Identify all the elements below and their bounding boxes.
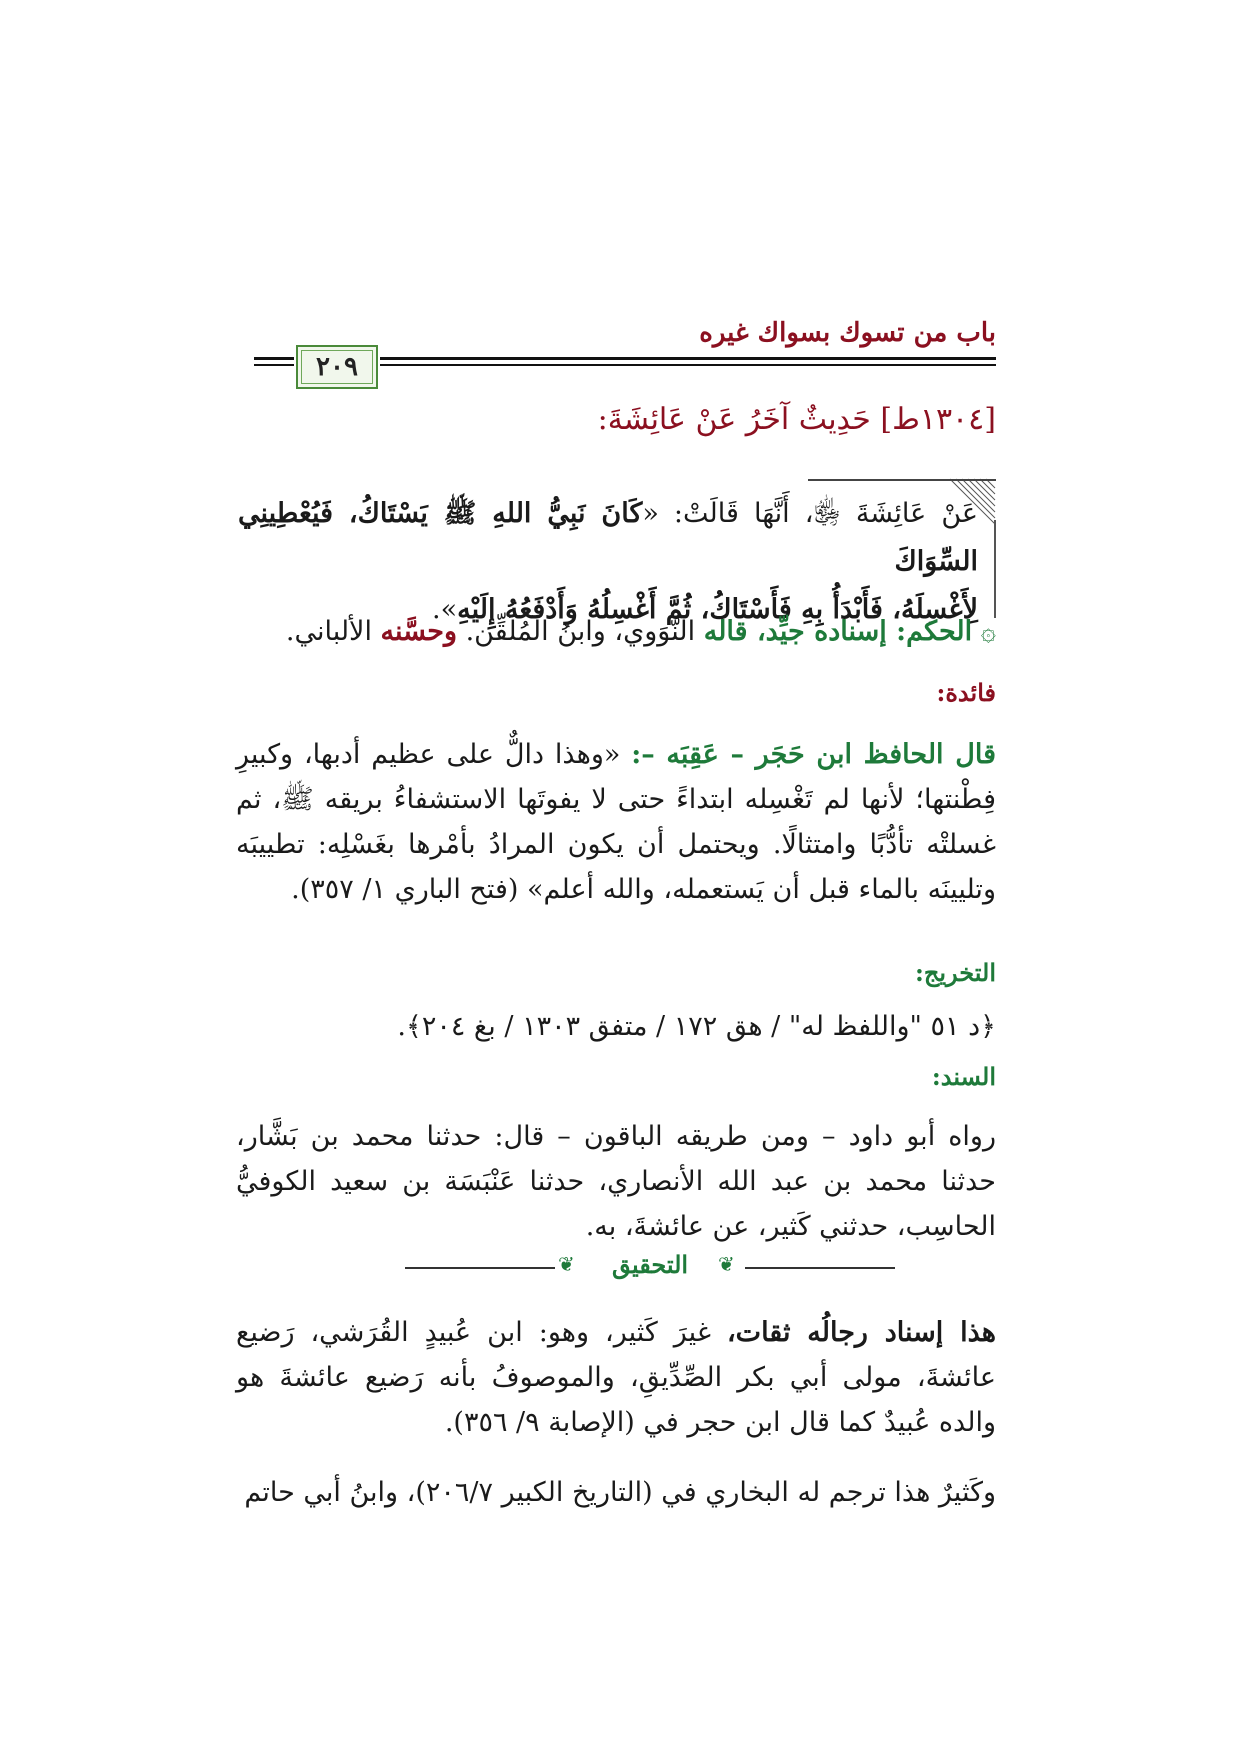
benefit-paragraph: [236, 732, 996, 912]
tahqiq-ornament-right-icon: ❦: [718, 1252, 735, 1276]
tahqiq-paragraph-1: [236, 1310, 996, 1445]
header-rule-right: [380, 357, 996, 360]
ornament-top-line: [808, 479, 996, 481]
tahqiq-divider-right: [745, 1267, 895, 1269]
header-rule-right-thin: [380, 364, 996, 366]
takhrij-label: التخريج:: [915, 958, 996, 987]
ruling-scholars: النَّوَوي، وابنُ المُلَقِّن.: [457, 616, 704, 647]
hadith-close: ».: [432, 594, 458, 625]
ruling-icon: ۞: [980, 617, 996, 647]
benefit-quote-text: «وهذا دالٌّ على عظيم أدبها، وكبيرِ فِطْنتها؛ لأنها لم تَغْسِله ابتداءً حتى لا يفوتَها الاستشفاءُ بريقه ﷺ، ثم غسلتْه تأدُّبًا وامتثالًا. ويحتمل أن يكون المرادُ بأمْرها بغَسْلِه: تطييبَه وتليينَه بالماء قبل أن يَستعمله، والله أعلم» (فتح الباري ١/ ٣٥٧).: [236, 739, 996, 905]
header-rule-left: [254, 357, 294, 360]
sanad-paragraph: رواه أبو داود – ومن طريقه الباقون – قال: حدثنا محمد بن بَشَّار، حدثنا محمد بن عبد الله الأنصاري، حدثنا عَنْبَسَة بن سعيد الكوفيُّ الحاسِب، حدثني كَثير، عن عائشةَ، به.: [236, 1121, 996, 1242]
hadith-narrator: عَنْ عَائِشَةَ ﵂، أَنَّهَا قَالَتْ: «: [642, 498, 978, 529]
hadith-heading: [١٣٠٤ط] حَدِيثٌ آخَرُ عَنْ عَائِشَةَ:: [597, 402, 996, 437]
ruling-albani: الألباني.: [285, 616, 381, 647]
ruling-hasan: وحسَّنه: [380, 616, 457, 647]
ornament-side-line: [994, 520, 996, 618]
benefit-label: فائدة:: [936, 678, 996, 707]
ruling-verdict: إسناده جيِّد، قاله: [703, 616, 897, 647]
tahqiq-isnad-verdict: هذا إسناد رجالُه ثقات،: [726, 1317, 996, 1348]
takhrij-text: ﴿د ٥١ "واللفظ له" / هق ١٧٢ / متفق ١٣٠٣ / بغ ٢٠٤﴾.: [397, 1011, 996, 1042]
hadith-text: [238, 490, 978, 634]
page-number: ٢٠٩: [316, 352, 358, 382]
tahqiq-isnad-text: غيرَ كَثير، وهو: ابن عُبيدٍ القُرَشي، رَضيع عائشةَ، مولى أبي بكر الصِّدِّيقِ، والموصوفُ بأنه رَضيع عائشةَ هو والده عُبيدٌ كما قال ابن حجر في (الإصابة ٩/ ٣٥٦).: [236, 1317, 996, 1438]
page-number-frame: [296, 345, 378, 389]
benefit-quote-source: قال الحافظ ابن حَجَر – عَقِبَه –:: [631, 739, 996, 770]
tahqiq-paragraph-2: وكَثيرٌ هذا ترجم له البخاري في (التاريخ الكبير ٢٠٦/٧)، وابنُ أبي حاتم: [244, 1477, 996, 1508]
tahqiq-heading: التحقيق: [611, 1250, 689, 1279]
hadith-matn-2: لِأَغْسِلَهُ، فَأَبْدَأُ بِهِ فَأَسْتَاكُ، ثُمَّ أَغْسِلُهُ وَأَدْفَعُهُ إِلَيْهِ: [457, 594, 978, 625]
tahqiq-divider-left: [405, 1267, 555, 1269]
header-rule-left-thin: [254, 364, 294, 366]
chapter-title: باب من تسوك بسواك غيره: [699, 318, 996, 348]
tahqiq-ornament-left-icon: ❦: [558, 1252, 575, 1276]
hadith-matn-1: كَانَ نَبِيُّ اللهِ ﷺ يَسْتَاكُ، فَيُعْطِينِي السِّوَاكَ: [238, 498, 978, 577]
sanad-label: السند:: [931, 1062, 996, 1091]
hadith-line-1: [238, 490, 978, 586]
ruling-line: [236, 616, 996, 647]
ruling-label: الحكم:: [896, 616, 973, 647]
